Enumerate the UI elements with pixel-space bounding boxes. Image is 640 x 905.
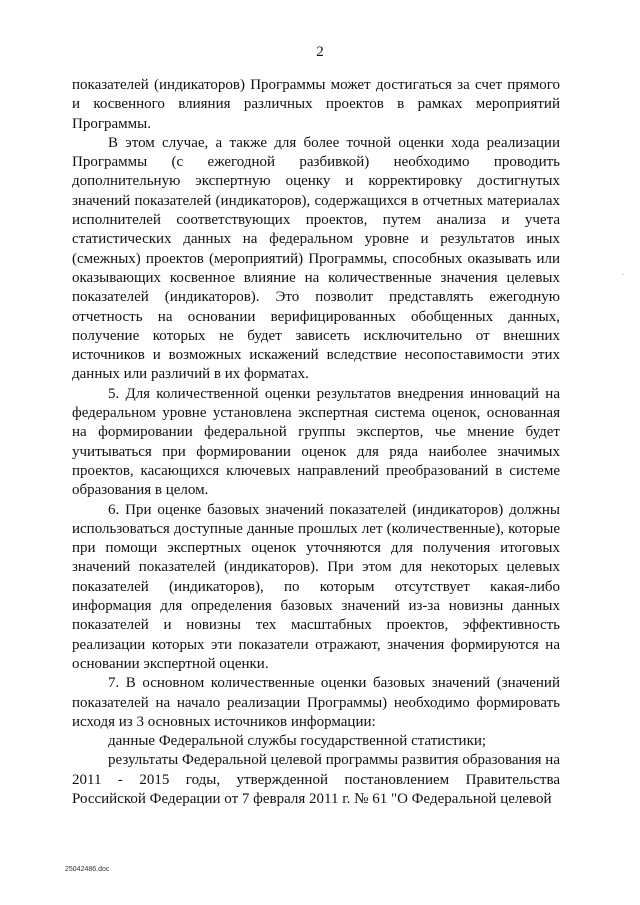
paragraph-item-6: 6. При оценке базовых значений показателей (индикаторов) должны использоваться доступные данные прошлых лет (количественные), которые при помощи экспертных оценок уточняются для получения итоговых значений показателей (индикаторов). При этом для некоторых целевых показателей (индикаторов), по которым отсутствует какая-либо информация для определения базовых значений из-за новизны данных показателей и новизны тех масштабных проектов, эффективность реализации которых эти показатели отражают, значения формируются на основании экспертной оценки. [72,501,560,672]
paragraph-item-7: 7. В основном количественные оценки базовых значений (значений показателей на начало реализации Программы) необходимо формировать исходя из 3 основных источников информации: [72,675,560,730]
paragraph-expert-assessment: В этом случае, а также для более точной оценки хода реализации Программы (с ежегодной разбивкой) необходимо проводить дополнительную экспертную оценку и корректировку достигнутых значений показателей (индикаторов), содержащихся в отчетных материалах исполнителей соответствующих проектов, путем анализа и учета статистических данных на федеральном уровне и результатов иных (смежных) проектов (мероприятий) Программы, способных оказывать или оказывающих косвенное влияние на количественные значения целевых показателей (индикаторов). Это позволит представлять ежегодную отчетность на основании верифицированных обобщенных данных, получение которых не будет зависеть исключительно от внешних источников и возможных искажений вследствие несопоставимости этих данных или различий в их форматах. [72,134,560,383]
page-number: 2 [316,44,324,60]
document-body [72,76,560,809]
list-item-rosstat: данные Федеральной службы государственной статистики; [108,733,487,750]
paragraph-continuation: показателей (индикаторов) Программы может достигаться за счет прямого и косвенного влияния различных проектов в рамках мероприятий Программы. [72,77,560,132]
edge-mark: . [622,268,624,277]
list-item-federal-program: результаты Федеральной целевой программы развития образования на 2011 - 2015 годы, утвержденной постановлением Правительства Российской Федерации от 7 февраля 2011 г. № 61 "О Федеральной целевой [72,752,560,807]
footer-file-code: 25042486.doc [65,866,110,873]
paragraph-item-5: 5. Для количественной оценки результатов внедрения инноваций на федеральном уровне установлена экспертная система оценок, основанная на формировании федеральной группы экспертов, чье мнение будет учитываться при формировании оценок для ряда наиболее значимых проектов, касающихся ключевых направлений преобразований в системе образования в целом. [72,385,560,499]
